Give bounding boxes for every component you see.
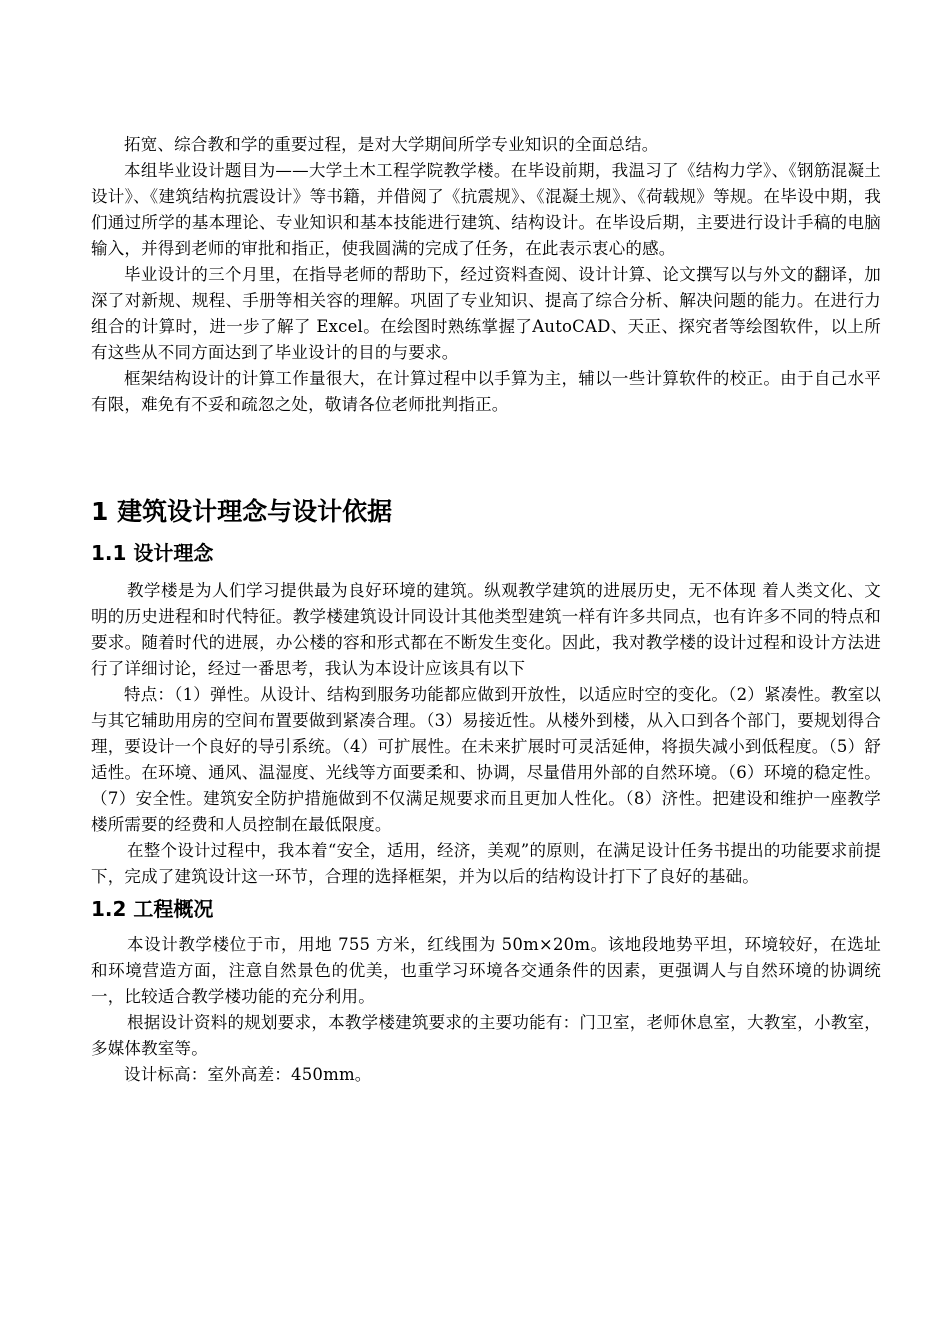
section1-paragraph-2: 特点：（1）弹性。从设计、结构到服务功能都应做到开放性，以适应时空的变化。（2）紧凑性。教室以与其它辅助用房的空间布置要做到紧凑合理。（3）易接近性。从楼外到楼，从入口到各个部门，要规划得合理，要设计一个良好的导引系统。（4）可扩展性。在未来扩展时可灵活延伸，将损失减小到低程度。（5）舒适性。在环境、通风、温湿度、光线等方面要柔和、协调，尽量借用外部的自然环境。（6）环境的稳定性。（7）安全性。建筑安全防护措施做到不仅满足规要求而且更加人性化。（8）济性。把建设和维护一座教学楼所需要的经费和人员控制在最低限度。 [91,685,881,834]
section1-paragraph-1: 教学楼是为人们学习提供最为良好环境的建筑。纵观教学建筑的进展历史，无不体现 着人类文化、文明的历史进程和时代特征。教学楼建筑设计同设计其他类型建筑一样有许多共同点，也有许多不同的特点和要求。随着时代的进展，办公楼的容和形式都在不断发生变化。因此，我对教学楼的设计过程和设计方法进行了详细讨论，经过一番思考，我认为本设计应该具有以下 [91,581,881,678]
intro-paragraph-4: 框架结构设计的计算工作量很大，在计算过程中以手算为主，辅以一些计算软件的校正。由于自己水平有限，难免有不妥和疏忽之处，敬请各位老师批判指正。 [91,369,881,414]
intro-paragraph-1: 拓宽、综合教和学的重要过程，是对大学期间所学专业知识的全面总结。 [124,135,659,154]
intro-paragraph-3: 毕业设计的三个月里，在指导老师的帮助下，经过资料查阅、设计计算、论文撰写以与外文的翻译，加深了对新规、规程、手册等相关容的理解。巩固了专业知识、提高了综合分析、解决问题的能力。在进行力组合的计算时，进一步了解了 Excel。在绘图时熟练掌握了AutoCAD、天正、探究者等绘图软件，以上所有这些从不同方面达到了毕业设计的目的与要求。 [91,265,881,362]
section2-paragraph-3: 设计标高：室外高差：450mm。 [124,1065,372,1084]
chapter-title: 1 建筑设计理念与设计依据 [91,497,393,526]
section2-paragraph-2: 根据设计资料的规划要求，本教学楼建筑要求的主要功能有：门卫室，老师休息室，大教室，小教室，多媒体教室等。 [91,1013,881,1058]
section1-paragraph-3: 在整个设计过程中，我本着“安全，适用，经济，美观”的原则，在满足设计任务书提出的功能要求前提下，完成了建筑设计这一环节，合理的选择框架，并为以后的结构设计打下了良好的基础。 [91,841,881,886]
intro-paragraph-2: 本组毕业设计题目为——大学土木工程学院教学楼。在毕设前期，我温习了《结构力学》、《钢筋混凝土设计》、《建筑结构抗震设计》等书籍，并借阅了《抗震规》、《混凝土规》、《荷载规》等规。在毕设中期，我们通过所学的基本理论、专业知识和基本技能进行建筑、结构设计。在毕设后期，主要进行设计手稿的电脑输入，并得到老师的审批和指正，使我圆满的完成了任务，在此表示衷心的感。 [91,161,881,258]
section2-paragraph-1: 本设计教学楼位于市，用地 755 方米，红线围为 50m×20m。该地段地势平坦，环境较好，在选址和环境营造方面，注意自然景色的优美，也重学习环境各交通条件的因素，更强调人与自然环境的协调统一，比较适合教学楼功能的充分利用。 [91,935,881,1006]
section-title-1-2: 1.2 工程概况 [91,897,214,921]
section-title-1-1: 1.1 设计理念 [91,541,214,565]
page-content [91,132,881,1088]
